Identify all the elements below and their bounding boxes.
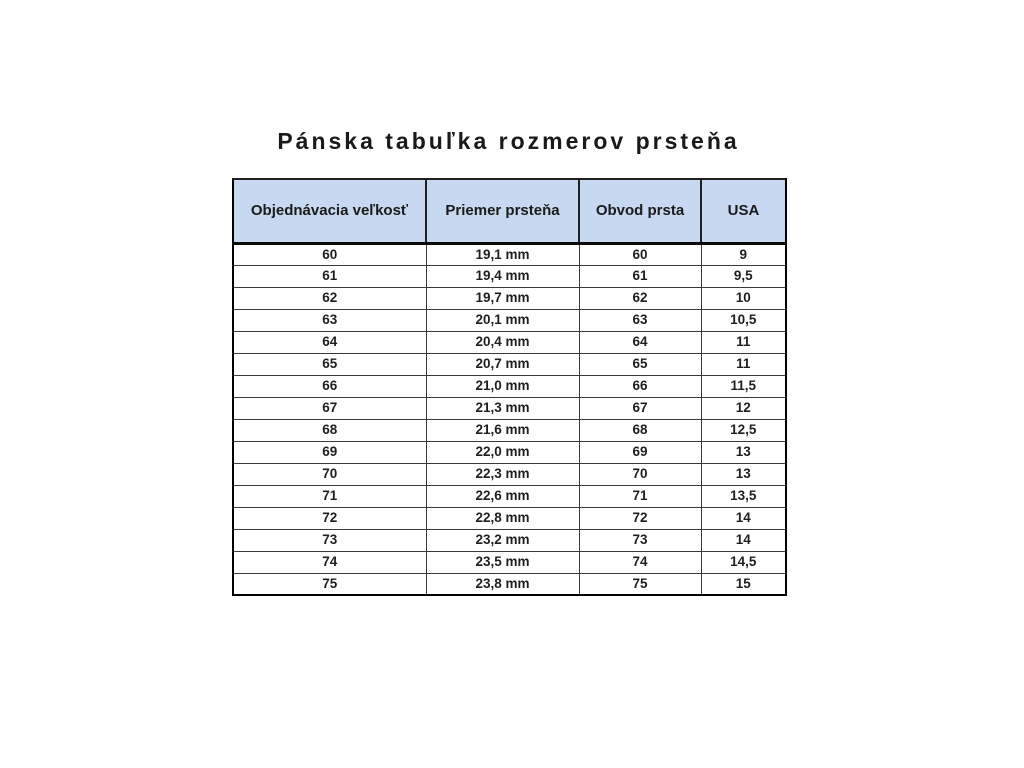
table-cell: 67 — [579, 397, 701, 419]
table-cell: 60 — [233, 243, 426, 265]
table-head — [233, 179, 786, 243]
table-row — [233, 331, 786, 353]
table-cell: 21,3 mm — [426, 397, 579, 419]
table-cell: 14,5 — [701, 551, 786, 573]
table-row — [233, 243, 786, 265]
table-cell: 20,4 mm — [426, 331, 579, 353]
table-cell: 63 — [233, 309, 426, 331]
column-header: USA — [701, 179, 786, 243]
table-cell: 23,5 mm — [426, 551, 579, 573]
table-cell: 9 — [701, 243, 786, 265]
table-cell: 20,1 mm — [426, 309, 579, 331]
table-cell: 65 — [233, 353, 426, 375]
table-cell: 71 — [579, 485, 701, 507]
table-cell: 73 — [579, 529, 701, 551]
table-cell: 21,6 mm — [426, 419, 579, 441]
table-cell: 69 — [233, 441, 426, 463]
table-cell: 14 — [701, 529, 786, 551]
table-cell: 68 — [233, 419, 426, 441]
table-cell: 19,1 mm — [426, 243, 579, 265]
table-cell: 70 — [579, 463, 701, 485]
table-cell: 20,7 mm — [426, 353, 579, 375]
table-cell: 67 — [233, 397, 426, 419]
table-cell: 64 — [233, 331, 426, 353]
table-row — [233, 485, 786, 507]
table-cell: 12 — [701, 397, 786, 419]
table-row — [233, 551, 786, 573]
table-cell: 13 — [701, 463, 786, 485]
table-row — [233, 463, 786, 485]
table-cell: 73 — [233, 529, 426, 551]
table-cell: 75 — [579, 573, 701, 595]
table-row — [233, 573, 786, 595]
table-cell: 12,5 — [701, 419, 786, 441]
table-cell: 71 — [233, 485, 426, 507]
table-cell: 72 — [233, 507, 426, 529]
table-cell: 22,6 mm — [426, 485, 579, 507]
table-cell: 69 — [579, 441, 701, 463]
table-row — [233, 441, 786, 463]
table-cell: 64 — [579, 331, 701, 353]
table-cell: 13,5 — [701, 485, 786, 507]
table-cell: 74 — [233, 551, 426, 573]
table-cell: 61 — [579, 265, 701, 287]
table-cell: 11 — [701, 331, 786, 353]
column-header: Priemer prsteňa — [426, 179, 579, 243]
table-cell: 22,0 mm — [426, 441, 579, 463]
table-cell: 61 — [233, 265, 426, 287]
table-cell: 15 — [701, 573, 786, 595]
table-cell: 10,5 — [701, 309, 786, 331]
table-cell: 23,8 mm — [426, 573, 579, 595]
table-cell: 65 — [579, 353, 701, 375]
table-cell: 68 — [579, 419, 701, 441]
table-cell: 63 — [579, 309, 701, 331]
table-cell: 23,2 mm — [426, 529, 579, 551]
table-cell: 62 — [233, 287, 426, 309]
table-cell: 22,8 mm — [426, 507, 579, 529]
table-row — [233, 287, 786, 309]
table-row — [233, 419, 786, 441]
table-cell: 21,0 mm — [426, 375, 579, 397]
table-cell: 74 — [579, 551, 701, 573]
table-body — [233, 243, 786, 595]
table-cell: 70 — [233, 463, 426, 485]
table-row — [233, 375, 786, 397]
table-cell: 60 — [579, 243, 701, 265]
table-row — [233, 529, 786, 551]
table-row — [233, 265, 786, 287]
column-header: Objednávacia veľkosť — [233, 179, 426, 243]
table-cell: 11,5 — [701, 375, 786, 397]
page-title: Pánska tabuľka rozmerov prsteňa — [277, 128, 740, 154]
table-row — [233, 397, 786, 419]
table-row — [233, 353, 786, 375]
table-cell: 66 — [233, 375, 426, 397]
table-cell: 66 — [579, 375, 701, 397]
ring-size-table — [232, 178, 787, 596]
table-row — [233, 309, 786, 331]
table-cell: 11 — [701, 353, 786, 375]
table-cell: 72 — [579, 507, 701, 529]
table-cell: 10 — [701, 287, 786, 309]
table-cell: 9,5 — [701, 265, 786, 287]
table-cell: 22,3 mm — [426, 463, 579, 485]
table-cell: 14 — [701, 507, 786, 529]
column-header: Obvod prsta — [579, 179, 701, 243]
table-cell: 75 — [233, 573, 426, 595]
table-row — [233, 507, 786, 529]
table-cell: 19,4 mm — [426, 265, 579, 287]
table-cell: 13 — [701, 441, 786, 463]
table-cell: 62 — [579, 287, 701, 309]
table-header-row — [233, 179, 786, 243]
table-cell: 19,7 mm — [426, 287, 579, 309]
